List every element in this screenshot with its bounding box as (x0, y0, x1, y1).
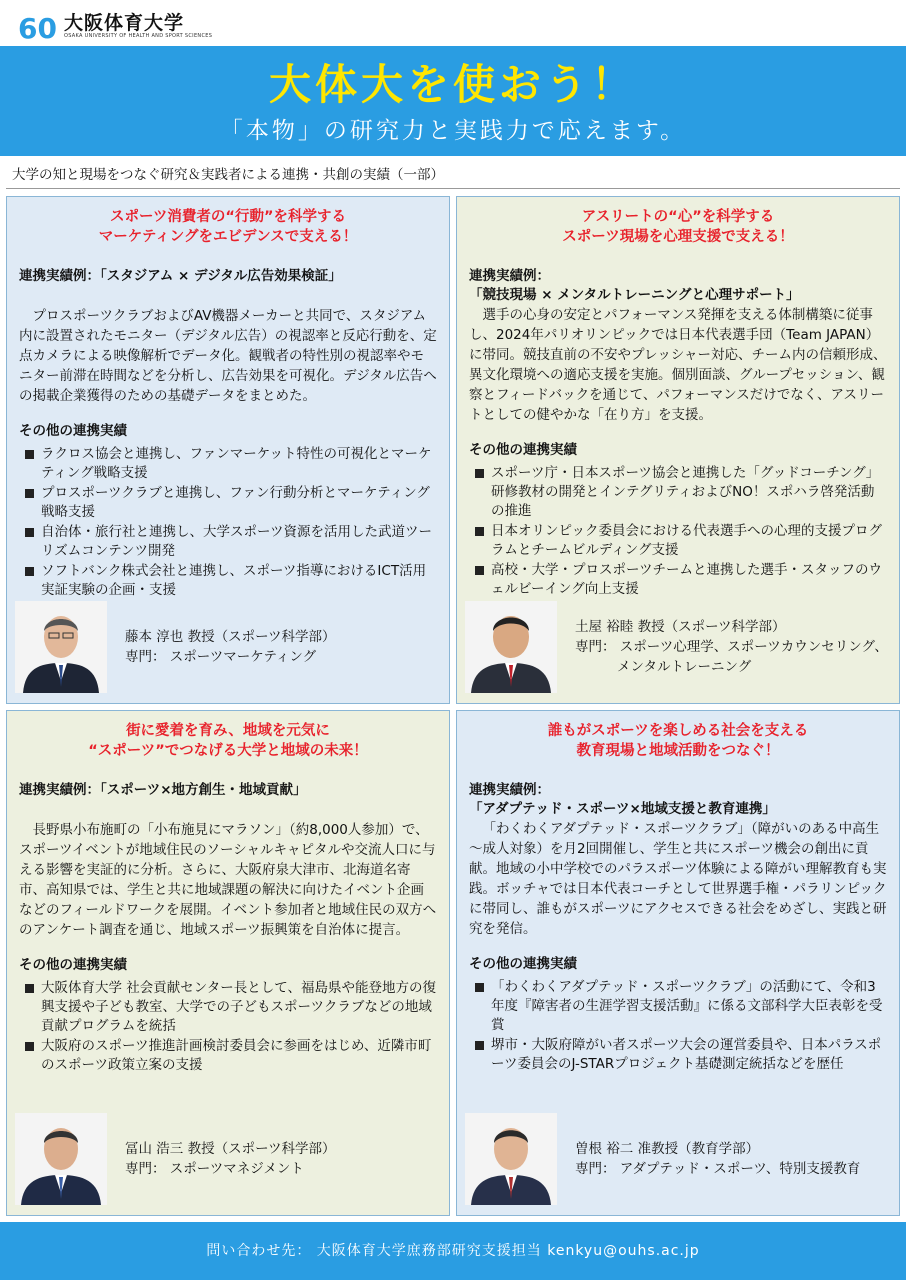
other-label: その他の連携実績 (19, 423, 127, 439)
case-label: 連携実績例：「スタジアム × デジタル広告効果検証」 (19, 268, 342, 284)
professor-profile (465, 601, 888, 693)
other-label: その他の連携実績 (469, 956, 577, 972)
professor-name: 土屋 裕睦 教授（スポーツ科学部） (575, 619, 786, 635)
professor-name: 冨山 浩三 教授（スポーツ科学部） (125, 1141, 336, 1157)
professor-photo (465, 1113, 557, 1205)
svg-text:60: 60 (18, 12, 57, 42)
page-subtitle: 「本物」の研究力と実践力で応えます。 (219, 118, 687, 144)
other-label: その他の連携実績 (19, 957, 127, 973)
page-title: 大体大を使おう！ (268, 60, 637, 109)
list-item: ラクロス協会と連携し、ファンマーケット特性の可視化とマーケティング戦略支援 (19, 445, 437, 483)
case-body: 「わくわくアダプテッド・スポーツクラブ」（障がいのある中高生～成人対象）を月2回開催し、学生と共にスポーツ機会の創出に貢献。地域の小中学校でのパラスポーツ体験による障がい理解教育も実践。ボッチャでは日本代表コーチとして世界選手権・パラリンピックに帯同し、誰もがスポーツにアクセスできる社会をめざし、実践と研究を発信。 (469, 821, 887, 937)
professor-photo (15, 1113, 107, 1205)
professor-profile (465, 1113, 860, 1205)
panel-sports-psychology (456, 196, 900, 704)
other-list (469, 464, 887, 599)
other-list (469, 978, 887, 1074)
case-title: 「アダプテッド・スポーツ×地域支援と教育連携」 (469, 801, 776, 817)
divider (6, 188, 900, 189)
list-item: 大阪体育大学 社会貢献センター長として、福島県や能登地方の復興支援や子ども教室、大学での子どもスポーツクラブなどの地域貢献プログラムを統括 (19, 979, 437, 1036)
professor-field: 専門： スポーツマーケティング (125, 649, 317, 665)
professor-profile (15, 1113, 336, 1205)
case-title: 「競技現場 × メンタルトレーニングと心理サポート」 (469, 287, 800, 303)
list-item: 日本オリンピック委員会における代表選手への心理的支援プログラムとチームビルディング支援 (469, 522, 887, 560)
professor-field: 専門： スポーツ心理学、スポーツカウンセリング、 (575, 639, 888, 655)
case-body: 長野県小布施町の「小布施見にマラソン」（約8,000人参加）で、スポーツイベントが地域住民のソーシャルキャピタルや交流人口に与える影響を実証的に分析。さらに、大阪府泉大津市、北海道名寄市、高知県では、学生と共に地域課題の解決に向けたイベント企画などのフィールドワークを展開。イベント参加者と地域住民の双方へのアンケート調査を通じ、地域スポーツ振興策を自治体に提言。 (19, 822, 437, 938)
panel-heading: 街に愛着を育み、地域を元気に “スポーツ”でつなげる大学と地域の未来！ (88, 723, 368, 759)
university-logo (18, 8, 212, 44)
list-item: ソフトバンク株式会社と連携し、スポーツ指導におけるICT活用実証実験の企画・支援 (19, 562, 437, 600)
panel-sports-marketing (6, 196, 450, 704)
list-item: 高校・大学・プロスポーツチームと連携した選手・スタッフのウェルビーイング向上支援 (469, 561, 887, 599)
contact-footer: 問い合わせ先： 大阪体育大学庶務部研究支援担当 kenkyu@ouhs.ac.jp (0, 1222, 906, 1280)
case-label: 連携実績例： (469, 782, 550, 798)
professor-photo (15, 601, 107, 693)
panel-regional-contribution (6, 710, 450, 1216)
panel-heading: スポーツ消費者の“行動”を科学する マーケティングをエビデンスで支える！ (98, 209, 358, 245)
logo-name: 大阪体育大学 (64, 12, 185, 34)
professor-name: 藤本 淳也 教授（スポーツ科学部） (125, 629, 336, 645)
case-body: プロスポーツクラブおよびAV機器メーカーと共同で、スタジアム内に設置されたモニター（デジタル広告）の視認率と反応行動を、定点カメラによる映像解析でデータ化。観戦者の特性別の視認率やモニター前滞在時間などを分析し、広告効果を可視化。デジタル広告への掲載企業獲得のための基礎データをまとめた。 (19, 308, 437, 404)
intro-text: 大学の知と現場をつなぐ研究＆実践者による連携・共創の実績（一部） (12, 167, 444, 183)
other-list (19, 445, 437, 600)
case-label: 連携実績例：「スポーツ×地方創生・地域貢献」 (19, 782, 307, 798)
other-label: その他の連携実績 (469, 442, 577, 458)
professor-field: 専門： スポーツマネジメント (125, 1161, 304, 1177)
list-item: 自治体・旅行社と連携し、大学スポーツ資源を活用した武道ツーリズムコンテンツ開発 (19, 523, 437, 561)
list-item: プロスポーツクラブと連携し、ファン行動分析とマーケティング戦略支援 (19, 484, 437, 522)
logo-subtitle: OSAKA UNIVERSITY OF HEALTH AND SPORT SCIENCES (64, 33, 213, 39)
case-label: 連携実績例： (469, 268, 550, 284)
list-item: 「わくわくアダプテッド・スポーツクラブ」の活動にて、令和3年度『障害者の生涯学習支援活動』に係る文部科学大臣表彰を受賞 (469, 978, 887, 1035)
panel-heading: アスリートの“心”を科学する スポーツ現場を心理支援で支える！ (562, 209, 794, 245)
professor-name: 曽根 裕二 准教授（教育学部） (575, 1141, 760, 1157)
panel-heading: 誰もがスポーツを楽しめる社会を支える 教育現場と地域活動をつなぐ！ (547, 723, 809, 759)
list-item: スポーツ庁・日本スポーツ協会と連携した「グッドコーチング」研修教材の開発とインテグリティおよびNO！スポハラ啓発活動の推進 (469, 464, 887, 521)
case-body: 選手の心身の安定とパフォーマンス発揮を支える体制構築に従事し、2024年パリオリンピックでは日本代表選手団（Team JAPAN）に帯同。競技直前の不安やプレッシャー対応、チーム内の信頼形成、異文化環境への適応支援を実施。個別面談、グループセッション、観察とフィードバックを通じて、パフォーマンスだけでなく、アスリートとしての健やかな「在り方」を支援。 (469, 307, 887, 423)
professor-profile (15, 601, 336, 693)
60th-anniversary-icon (18, 10, 58, 42)
professor-field: 専門： アダプテッド・スポーツ、特別支援教育 (575, 1161, 861, 1177)
other-list (19, 979, 437, 1075)
list-item: 堺市・大阪府障がい者スポーツ大会の運営委員や、日本パラスポーツ委員会のJ-STARプロジェクト基礎測定統括などを歴任 (469, 1036, 887, 1074)
list-item: 大阪府のスポーツ推進計画検討委員会に参画をはじめ、近隣市町のスポーツ政策立案の支援 (19, 1037, 437, 1075)
panel-adapted-sports (456, 710, 900, 1216)
professor-photo (465, 601, 557, 693)
professor-field-cont: メンタルトレーニング (617, 659, 752, 675)
